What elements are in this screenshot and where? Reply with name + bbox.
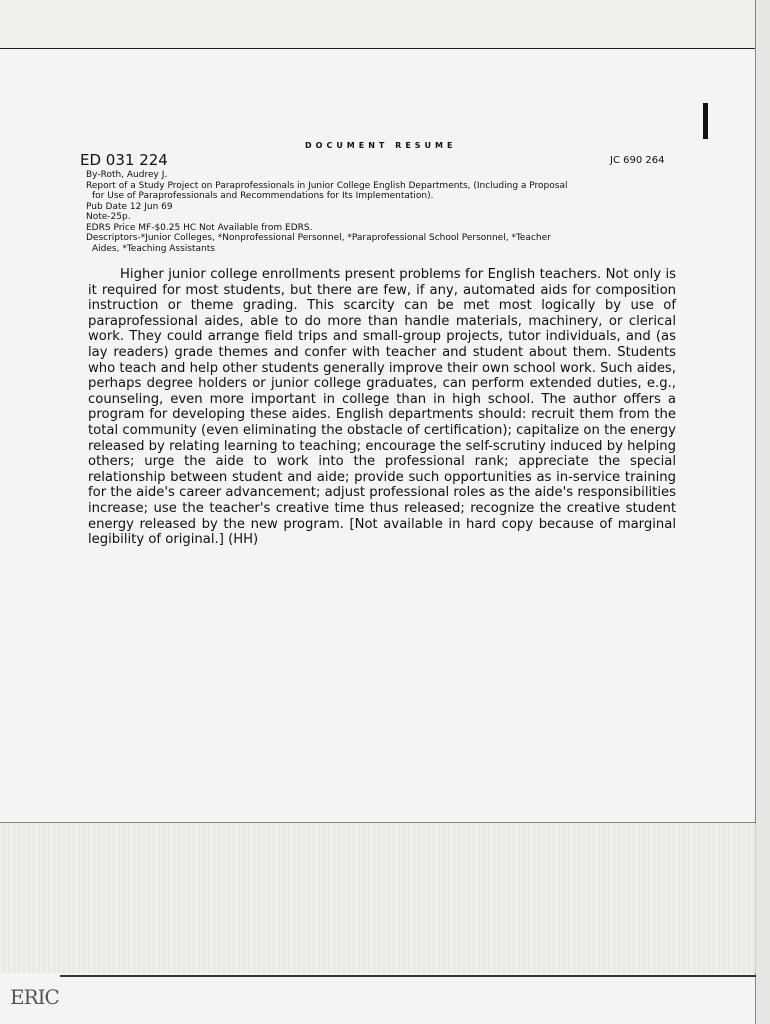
pub-date-line: Pub Date 12 Jun 69 [86,201,173,212]
descriptors-line-2: Aides, *Teaching Assistants [92,243,215,254]
footer-rule [60,975,756,977]
document-resume-heading: DOCUMENT RESUME [305,141,457,150]
report-title-line-2: for Use of Paraprofessionals and Recommendations for Its Implementation). [92,191,434,201]
descriptors-line-1: Descriptors-*Junior Colleges, *Nonprofessional Personnel, *Paraprofessional School Personnel, *Teacher [86,233,551,243]
jc-number: JC 690 264 [610,155,665,166]
note-line: Note-25p. [86,212,131,222]
scan-mark [703,103,708,139]
abstract-text: Higher junior college enrollments present problems for English teachers. Not only is it required for most students, but there are few, if any, automated aids for composition instruction or theme grading. This scarcity can be met most logically by use of paraprofessional aides, able to do more than handle materials, machinery, or clerical work. They could arrange field trips and small-group projects, tutor individuals, and (as lay readers) grade themes and confer with teacher and student about them. Students who teach and help other students generally improve their own school work. Such aides, perhaps degree holders or junior college graduates, can perform extended duties, e.g., counseling, even more important in college than in high school. The author offers a program for developing these aides. English departments should: recruit them from the total community (even eliminating the obstacle of certification); capitalize on the energy released by relating learning to teaching; encourage the self-scrutiny induced by helping others; urge the aide to work into the professional rank; appreciate the special relationship between student and aide; provide such opportunities as in-service training for the aide's career advancement; adjust professional roles as the aide's responsibilities increase; use the teacher's creative time thus released; recognize the creative student energy released by the new program. [Not available in hard copy because of marginal legibility of original.] (HH) [88,267,676,548]
scan-noise-band [0,822,756,973]
eric-logo: ERIC [10,985,59,1009]
author-line: By-Roth, Audrey J. [86,170,168,180]
citation-block [86,170,686,254]
scan-border-top [0,0,770,49]
ed-number: ED 031 224 [80,151,168,169]
abstract [88,267,676,548]
scan-border-right [755,0,770,1024]
edrs-price-line: EDRS Price MF-$0.25 HC Not Available from EDRS. [86,222,313,233]
report-title-line-1: Report of a Study Project on Paraprofessionals in Junior College English Departments, (Including a Proposal [86,180,568,191]
